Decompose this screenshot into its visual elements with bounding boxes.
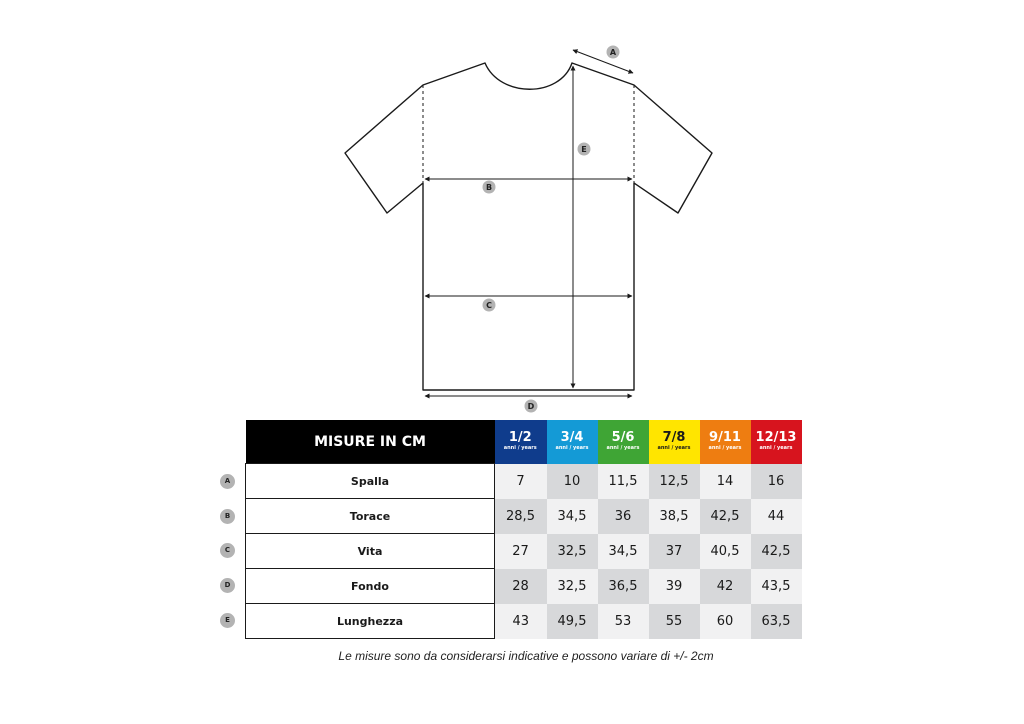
row-label: Lunghezza	[246, 604, 495, 639]
hem-label-badge	[525, 400, 538, 413]
value-cell: 42	[700, 569, 751, 604]
value-cell: 55	[649, 604, 700, 639]
shoulder-label-badge	[607, 46, 620, 59]
hem-label: D	[527, 402, 535, 411]
row-label: Fondo	[246, 569, 495, 604]
value-cell: 12,5	[649, 464, 700, 499]
value-cell: 36	[598, 499, 649, 534]
size-header-12-13	[751, 420, 802, 464]
row-label: Vita	[246, 534, 495, 569]
value-cell: 32,5	[547, 534, 598, 569]
size-unit: anni / years	[708, 445, 742, 452]
value-cell: 11,5	[598, 464, 649, 499]
value-cell: 53	[598, 604, 649, 639]
size-label: 5/6	[611, 430, 635, 446]
size-header-3-4	[547, 420, 598, 464]
size-label: 12/13	[755, 430, 797, 446]
table-row-lunghezza	[246, 604, 802, 639]
value-cell: 43	[495, 604, 547, 639]
length-label: E	[581, 145, 587, 154]
row-badge-b: B	[220, 509, 235, 524]
waist-label: C	[486, 301, 492, 310]
value-cell: 28	[495, 569, 547, 604]
value-cell: 42,5	[751, 534, 802, 569]
value-cell: 28,5	[495, 499, 547, 534]
waist-label-badge	[483, 299, 496, 312]
size-unit: anni / years	[606, 445, 640, 452]
row-label: Torace	[246, 499, 495, 534]
value-cell: 7	[495, 464, 547, 499]
size-unit: anni / years	[759, 445, 793, 452]
value-cell: 44	[751, 499, 802, 534]
value-cell: 34,5	[598, 534, 649, 569]
size-label: 3/4	[560, 430, 584, 446]
table-title: MISURE IN CM	[246, 420, 495, 464]
size-label: 9/11	[709, 430, 741, 446]
value-cell: 42,5	[700, 499, 751, 534]
size-unit: anni / years	[503, 445, 537, 452]
value-cell: 14	[700, 464, 751, 499]
value-cell: 40,5	[700, 534, 751, 569]
size-header-7-8	[649, 420, 700, 464]
size-unit: anni / years	[555, 445, 589, 452]
size-header-row	[246, 420, 802, 464]
size-header-5-6	[598, 420, 649, 464]
size-label: 7/8	[662, 430, 686, 446]
value-cell: 43,5	[751, 569, 802, 604]
chest-label: B	[485, 183, 493, 192]
tshirt-outline	[345, 63, 712, 390]
value-cell: 10	[547, 464, 598, 499]
shoulder-measure-line	[573, 50, 633, 73]
value-cell: 32,5	[547, 569, 598, 604]
row-label: Spalla	[246, 464, 495, 499]
value-cell: 16	[751, 464, 802, 499]
value-cell: 63,5	[751, 604, 802, 639]
table-row-vita	[246, 534, 802, 569]
row-badge-d: D	[220, 578, 235, 593]
row-badge-c: C	[220, 543, 235, 558]
value-cell: 37	[649, 534, 700, 569]
value-cell: 38,5	[649, 499, 700, 534]
value-cell: 34,5	[547, 499, 598, 534]
row-badge-e: E	[220, 613, 235, 628]
length-label-badge	[578, 143, 591, 156]
size-chart-table	[245, 420, 802, 639]
size-header-1-2	[495, 420, 547, 464]
value-cell: 39	[649, 569, 700, 604]
table-row-fondo	[246, 569, 802, 604]
chest-label-badge	[483, 181, 496, 194]
value-cell: 60	[700, 604, 751, 639]
size-label: 1/2	[508, 430, 532, 446]
size-unit: anni / years	[657, 445, 691, 452]
footnote: Le misure sono da considerarsi indicative e possono variare di +/- 2cm	[338, 649, 714, 663]
size-header-9-11	[700, 420, 751, 464]
value-cell: 49,5	[547, 604, 598, 639]
shoulder-label: A	[609, 48, 617, 57]
table-row-spalla	[246, 464, 802, 499]
table-row-torace	[246, 499, 802, 534]
value-cell: 27	[495, 534, 547, 569]
row-badge-a: A	[220, 474, 235, 489]
value-cell: 36,5	[598, 569, 649, 604]
